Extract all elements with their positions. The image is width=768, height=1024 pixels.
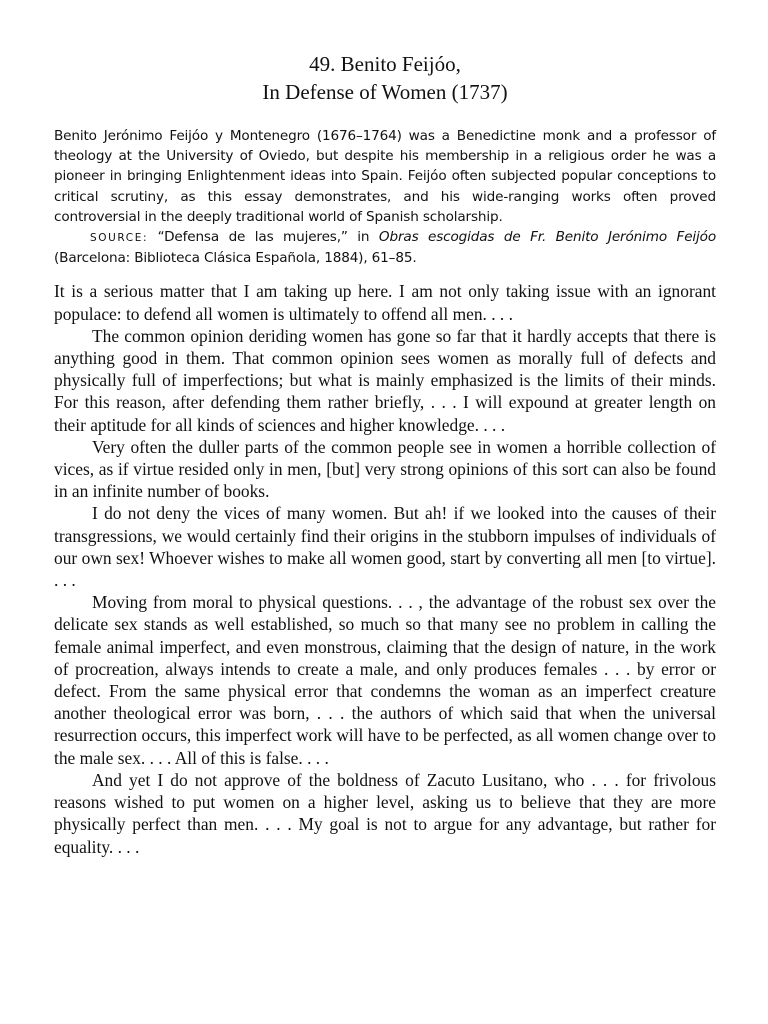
essay-body [54,280,716,857]
body-paragraph-4: I do not deny the vices of many women. But ah! if we looked into the causes of their transgressions, we would certainly find their origins in the stubborn impulses of individuals of our own sex! Whoever wishes to make all women good, start by converting all men [to virtue]. . . . [54,503,716,591]
source-label: SOURCE: [90,232,149,245]
document-title [54,50,716,106]
body-paragraph-6: And yet I do not approve of the boldness of Zacuto Lusitano, who . . . for frivolous reasons wished to put women on a higher level, asking us to believe that they are more physically perfect than men. . . . My goal is not to argue for any advantage, but rather for equality. . . . [54,769,716,857]
body-paragraph-5: Moving from moral to physical questions. . . , the advantage of the robust sex over the delicate sex stands as well established, so much so that many see no problem in calling the female animal imperfect, and even monstrous, claiming that the design of nature, in the work of procreation, always intends to create a male, and only produces females . . . by error or defect. From the same physical error that condemns the woman as an imperfect creature another theological error was born, . . . the authors of which said that when the universal resurrection occurs, this imperfect work will have to be perfected, as all women change over to the male sex. . . . All of this is false. . . . [54,592,716,768]
body-paragraph-3: Very often the duller parts of the common people see in women a horrible collection of vices, as if virtue resided only in men, [but] very strong opinions of this sort can also be found in an infinite number of books. [54,436,716,502]
source-publication: (Barcelona: Biblioteca Clásica Española, 1884), 61–85. [54,250,417,267]
document-page [54,50,716,858]
title-line-2: In Defense of Women (1737) [262,80,508,104]
intro-block [54,126,716,268]
source-work-title: Obras escogidas de Fr. Benito Jerónimo Feijóo [378,229,716,246]
body-paragraph-1: It is a serious matter that I am taking up here. I am not only taking issue with an ignorant populace: to defend all women is ultimately to offend all men. . . . [54,281,716,324]
source-citation [54,227,716,268]
intro-paragraph: Benito Jerónimo Feijóo y Montenegro (1676–1764) was a Benedictine monk and a professor of theology at the University of Oviedo, but despite his membership in a religious order he was a pioneer in bringing Enlightenment ideas into Spain. Feijóo often subjected popular conceptions to critical scrutiny, as this essay demonstrates, and his wide-ranging works often proved controversial in the deeply traditional world of Spanish scholarship. [54,128,716,225]
title-line-1: 49. Benito Feijóo, [309,52,461,76]
body-paragraph-2: The common opinion deriding women has gone so far that it hardly accepts that there is anything good in them. That common opinion sees women as morally full of defects and physically full of imperfections; but what is mainly emphasized is the limits of their minds. For this reason, after defending them rather briefly, . . . I will expound at greater length on their aptitude for all kinds of sciences and higher knowledge. . . . [54,325,716,435]
source-title-quote: “Defensa de las mujeres,” in [148,229,379,246]
